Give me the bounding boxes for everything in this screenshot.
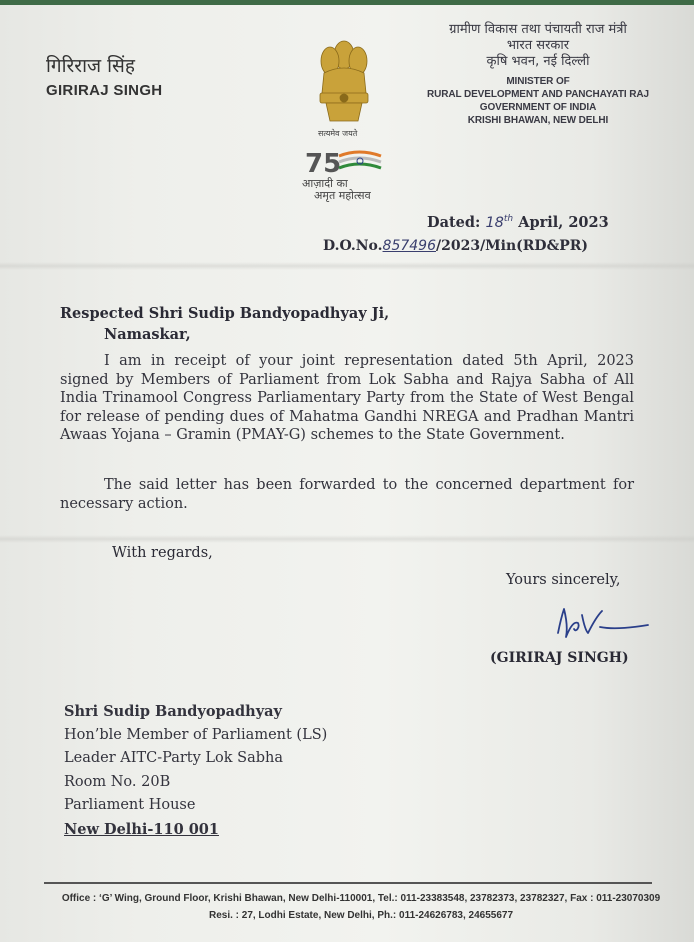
regards-line: With regards, [112,545,213,561]
svg-text:75: 75 [305,149,342,178]
emblem-motto: सत्यमेव जयते [318,129,358,138]
addressee-line: Leader AITC-Party Lok Sabha [64,750,284,766]
ministry-heading [418,22,658,127]
ministry-english-line2: RURAL DEVELOPMENT AND PANCHAYATI RAJ [427,89,649,100]
reference-number [323,238,588,254]
footer-residence-address: Resi. : 27, Lodhi Estate, New Delhi, Ph.: 011-24626783, 24655677 [208,910,514,921]
body-paragraph-1: I am in receipt of your joint representation dated 5th April, 2023 signed by Members of Parliament from Lok Sabha and Rajya Sabha of All India Trinamool Congress Parliamentary Party from the State of West Bengal for release of pending dues of Mahatma Gandhi NREGA and Pradhan Mantri Awaas Yojana – Gramin (PMAY-G) schemes to the State Government. [60,353,634,443]
sender-name-hindi: गिरिराज सिंह [46,55,135,77]
addressee-city: New Delhi-110 001 [64,820,219,838]
closing-line: Yours sincerely, [506,572,621,588]
azadi-ka-amrit-mahotsav-logo [303,146,393,178]
addressee-line: Room No. 20B [64,773,171,790]
date-label: Dated: [427,214,481,231]
date-month-year: April, 2023 [518,214,609,231]
date-day-handwritten: 18 [485,215,504,231]
letter-date [427,214,609,231]
ministry-hindi-line2: भारत सरकार [506,38,570,53]
azadi-text-line1: आज़ादी का [302,177,348,190]
addressee-name: Shri Sudip Bandyopadhyay [64,703,282,720]
reference-suffix: /2023/Min(RD&PR) [435,238,588,254]
footer-divider [44,882,652,884]
ministry-hindi-line1: ग्रामीण विकास तथा पंचायती राज मंत्री [449,22,627,37]
ministry-hindi-line3: कृषि भवन, नई दिल्ली [486,54,590,69]
handwritten-signature [552,603,652,645]
ministry-english-line4: KRISHI BHAWAN, NEW DELHI [467,115,609,126]
sender-name-english: GIRIRAJ SINGH [46,82,163,99]
footer-office-address: Office : ‘G’ Wing, Ground Floor, Krishi Bhawan, New Delhi-110001, Tel.: 011-23383548, 23782373, 23782327, Fax : 011-23070309 [61,893,661,904]
addressee-line: Parliament House [64,797,196,813]
body-paragraph-2: The said letter has been forwarded to the concerned department for necessary action. [60,477,634,512]
salutation: Respected Shri Sudip Bandyopadhyay Ji, [60,305,390,322]
addressee-block [64,700,327,841]
reference-label: D.O.No. [323,238,383,254]
top-edge [0,0,694,5]
paper-fold [0,535,694,543]
date-day-suffix: th [503,214,514,225]
ministry-english-line3: GOVERNMENT OF INDIA [479,102,597,113]
national-emblem-icon [312,33,376,125]
greeting: Namaskar, [104,326,191,343]
addressee-line: Hon’ble Member of Parliament (LS) [64,726,328,743]
signatory-name: (GIRIRAJ SINGH) [490,650,629,666]
reference-number-handwritten: 857496 [382,238,436,254]
paper-fold [0,262,694,270]
azadi-text-line2: अमृत महोत्सव [314,189,371,202]
ministry-english-line1: MINISTER OF [506,76,570,87]
